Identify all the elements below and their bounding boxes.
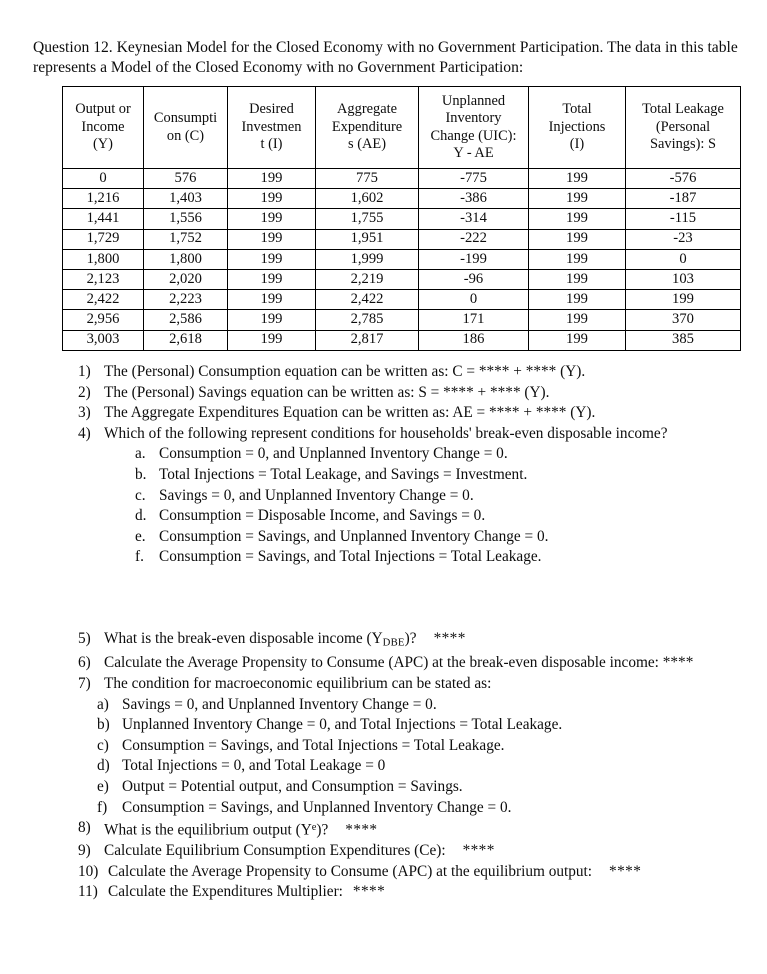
option-marker: c)	[97, 736, 109, 754]
question-5	[78, 629, 718, 653]
option-marker: f.	[135, 548, 144, 566]
table-row	[63, 209, 741, 229]
option-marker: c.	[135, 486, 146, 504]
question-8-prefix: What is the equilibrium output (Y	[104, 821, 312, 839]
question-7-option	[97, 695, 718, 716]
table-cell: 1,752	[144, 229, 228, 249]
table-cell: 199	[529, 169, 626, 189]
table-cell: 199	[228, 229, 316, 249]
option-text: Consumption = Savings, and Unplanned Inventory Change = 0.	[159, 527, 549, 545]
spacer	[78, 568, 718, 589]
header-line: Change (UIC):	[430, 127, 517, 144]
table-cell: 576	[144, 169, 228, 189]
table-cell: 199	[228, 310, 316, 330]
header-line: Income	[81, 118, 125, 135]
header-line: Aggregate	[337, 101, 397, 118]
table-cell: 199	[529, 310, 626, 330]
question-4-option	[135, 486, 718, 507]
question-7-option	[97, 736, 718, 757]
table-cell: 1,403	[144, 189, 228, 209]
option-text: Consumption = Savings, and Unplanned Inventory Change = 0.	[122, 798, 512, 816]
table-cell: 1,951	[316, 229, 419, 249]
question-4-option	[135, 506, 718, 527]
question-text: Calculate the Average Propensity to Consume (APC) at the break-even disposable income: ****	[104, 654, 694, 672]
model-table-container	[62, 86, 740, 351]
question-marker: 6)	[78, 654, 91, 672]
table-cell: 3,003	[63, 330, 144, 350]
question-marker: 5)	[78, 630, 91, 648]
table-cell: 199	[529, 290, 626, 310]
header-line: s (AE)	[348, 136, 386, 153]
header-line: Output or	[75, 101, 131, 118]
question-11	[78, 882, 718, 903]
table-header-row	[63, 87, 741, 169]
intro-paragraph: Question 12. Keynesian Model for the Closed Economy with no Government Participation. The data in this table represents a Model of the Closed Economy with no Government Participation:	[33, 39, 738, 76]
table-cell: -199	[419, 249, 529, 269]
table-cell: 1,800	[63, 249, 144, 269]
question-text	[104, 841, 718, 862]
question-2	[78, 383, 718, 404]
table-cell: 1,556	[144, 209, 228, 229]
column-header-output-income	[63, 87, 144, 169]
table-cell: 199	[529, 330, 626, 350]
header-line: Unplanned	[441, 92, 506, 109]
table-cell: 2,123	[63, 269, 144, 289]
question-4-option	[135, 444, 718, 465]
header-line: (Personal	[655, 118, 711, 135]
question-5-prefix: What is the break-even disposable income (Y	[104, 630, 383, 648]
option-text: Savings = 0, and Unplanned Inventory Change = 0.	[122, 695, 437, 713]
column-header-unplanned-inventory-change	[419, 87, 529, 169]
table-cell: 199	[228, 209, 316, 229]
question-text	[108, 882, 718, 903]
question-marker: 2)	[78, 383, 91, 401]
table-cell: 0	[626, 249, 741, 269]
table-cell: 385	[626, 330, 741, 350]
option-marker: b)	[97, 716, 110, 734]
table-row	[63, 169, 741, 189]
question-10-answer: ****	[609, 862, 642, 880]
column-header-desired-investment	[228, 87, 316, 169]
table-cell: 1,729	[63, 229, 144, 249]
question-10	[78, 862, 718, 883]
questions-list	[78, 362, 718, 903]
table-cell: 2,586	[144, 310, 228, 330]
table-cell: 199	[228, 249, 316, 269]
table-cell: 2,223	[144, 290, 228, 310]
table-cell: 199	[529, 249, 626, 269]
option-text: Consumption = Savings, and Total Injections = Total Leakage.	[122, 736, 505, 754]
table-cell: -576	[626, 169, 741, 189]
question-marker: 1)	[78, 363, 91, 380]
question-1	[78, 362, 718, 383]
question-7-options	[97, 695, 718, 819]
header-line: Y - AE	[453, 144, 494, 161]
header-line: Savings): S	[650, 136, 716, 153]
header-line: Investmen	[241, 118, 302, 135]
question-4-option	[135, 547, 718, 568]
question-9	[78, 841, 718, 862]
question-text: The (Personal) Consumption equation can be written as: C = **** + **** (Y).	[104, 363, 586, 380]
table-cell: 370	[626, 310, 741, 330]
table-cell: 0	[419, 290, 529, 310]
table-cell: 171	[419, 310, 529, 330]
option-marker: e.	[135, 527, 146, 545]
option-text: Consumption = Disposable Income, and Savings = 0.	[159, 507, 486, 525]
option-text: Output = Potential output, and Consumption = Savings.	[122, 777, 463, 795]
option-text: Consumption = 0, and Unplanned Inventory Change = 0.	[159, 445, 508, 463]
question-text: The (Personal) Savings equation can be written as: S = **** + **** (Y).	[104, 383, 550, 401]
option-text: Consumption = Savings, and Total Injections = Total Leakage.	[159, 548, 542, 566]
table-cell: 199	[228, 290, 316, 310]
table-cell: 1,602	[316, 189, 419, 209]
table-cell: -187	[626, 189, 741, 209]
question-8-answer: ****	[345, 821, 378, 839]
header-line: on (C)	[166, 127, 205, 144]
question-7-option	[97, 756, 718, 777]
header-line: (I)	[569, 136, 585, 153]
question-marker: 8)	[78, 819, 91, 837]
table-body	[63, 169, 741, 351]
table-cell: -96	[419, 269, 529, 289]
table-cell: 199	[228, 330, 316, 350]
table-cell: 2,956	[63, 310, 144, 330]
header-line: Desired	[249, 101, 294, 118]
question-marker: 4)	[78, 424, 91, 442]
column-header-aggregate-expenditures	[316, 87, 419, 169]
header-line: t (I)	[260, 136, 283, 153]
option-marker: d.	[135, 507, 147, 525]
table-cell: 1,755	[316, 209, 419, 229]
table-cell: 199	[529, 189, 626, 209]
table-cell: 199	[228, 189, 316, 209]
table-cell: 199	[626, 290, 741, 310]
question-text: Which of the following represent conditions for households' break-even disposable income?	[104, 424, 668, 442]
header-line: Consumpti	[153, 110, 218, 127]
table-cell: 2,020	[144, 269, 228, 289]
table-cell: 103	[626, 269, 741, 289]
spacer	[78, 588, 718, 629]
table-cell: 199	[529, 209, 626, 229]
question-7-option	[97, 798, 718, 819]
question-9-prefix: Calculate Equilibrium Consumption Expenditures (Ce):	[104, 842, 446, 860]
table-row	[63, 310, 741, 330]
option-text: Unplanned Inventory Change = 0, and Total Injections = Total Leakage.	[122, 716, 563, 734]
table-cell: -115	[626, 209, 741, 229]
question-8-superscript: e	[311, 822, 317, 834]
table-row	[63, 249, 741, 269]
question-text	[104, 818, 718, 841]
column-header-total-leakage	[626, 87, 741, 169]
question-text: The Aggregate Expenditures Equation can be written as: AE = **** + **** (Y).	[104, 404, 596, 422]
header-line: (Y)	[93, 136, 113, 153]
table-cell: 2,618	[144, 330, 228, 350]
table-cell: 1,216	[63, 189, 144, 209]
question-7-option	[97, 715, 718, 736]
table-cell: 2,817	[316, 330, 419, 350]
question-4-option	[135, 465, 718, 486]
table-cell: 1,800	[144, 249, 228, 269]
question-10-prefix: Calculate the Average Propensity to Consume (APC) at the equilibrium output:	[108, 862, 593, 880]
table-cell: 1,999	[316, 249, 419, 269]
option-text: Total Injections = 0, and Total Leakage = 0	[122, 757, 386, 775]
question-9-answer: ****	[462, 842, 495, 860]
question-8	[78, 818, 718, 841]
question-5-answer: ****	[433, 630, 466, 648]
option-text: Total Injections = Total Leakage, and Savings = Investment.	[159, 465, 528, 483]
question-5-subscript: DBE	[382, 636, 405, 649]
question-8-suffix: )?	[316, 821, 329, 839]
table-cell: -314	[419, 209, 529, 229]
question-7	[78, 674, 718, 695]
table-cell: -23	[626, 229, 741, 249]
header-line: Expenditure	[331, 118, 403, 135]
question-11-prefix: Calculate the Expenditures Multiplier:	[108, 883, 343, 901]
table-row	[63, 330, 741, 350]
question-text: The condition for macroeconomic equilibrium can be stated as:	[104, 674, 492, 692]
question-marker: 11)	[78, 883, 98, 901]
table-cell: 186	[419, 330, 529, 350]
question-7-option	[97, 777, 718, 798]
table-cell: -775	[419, 169, 529, 189]
option-text: Savings = 0, and Unplanned Inventory Change = 0.	[159, 486, 474, 504]
table-row	[63, 189, 741, 209]
question-4-option	[135, 527, 718, 548]
header-line: Total	[562, 101, 592, 118]
question-marker: 9)	[78, 842, 91, 860]
question-6	[78, 653, 718, 674]
column-header-consumption	[144, 87, 228, 169]
header-line: Injections	[548, 118, 606, 135]
option-marker: a)	[97, 695, 109, 713]
question-text	[108, 862, 718, 883]
question-marker: 7)	[78, 674, 91, 692]
table-cell: 2,422	[63, 290, 144, 310]
table-cell: 0	[63, 169, 144, 189]
table-row	[63, 290, 741, 310]
table-cell: 775	[316, 169, 419, 189]
table-cell: -222	[419, 229, 529, 249]
table-cell: 2,422	[316, 290, 419, 310]
question-3	[78, 403, 718, 424]
question-4-options	[135, 444, 718, 568]
question-5-suffix: )?	[404, 630, 417, 648]
table-cell: 2,219	[316, 269, 419, 289]
option-marker: e)	[97, 777, 109, 795]
header-line: Total Leakage	[642, 101, 724, 118]
table-cell: 199	[529, 229, 626, 249]
question-4	[78, 424, 718, 445]
question-11-answer: ****	[352, 883, 386, 901]
keynesian-model-table	[62, 86, 741, 351]
question-text	[104, 629, 718, 653]
option-marker: d)	[97, 757, 110, 775]
question-marker: 10)	[78, 862, 99, 880]
question-marker: 3)	[78, 404, 91, 422]
option-marker: b.	[135, 465, 147, 483]
table-cell: 1,441	[63, 209, 144, 229]
column-header-total-injections	[529, 87, 626, 169]
table-row	[63, 269, 741, 289]
table-cell: -386	[419, 189, 529, 209]
table-row	[63, 229, 741, 249]
table-cell: 199	[228, 169, 316, 189]
table-cell: 199	[529, 269, 626, 289]
option-marker: f)	[97, 798, 108, 816]
option-marker: a.	[135, 445, 146, 463]
table-cell: 2,785	[316, 310, 419, 330]
header-line: Inventory	[445, 110, 502, 127]
table-cell: 199	[228, 269, 316, 289]
